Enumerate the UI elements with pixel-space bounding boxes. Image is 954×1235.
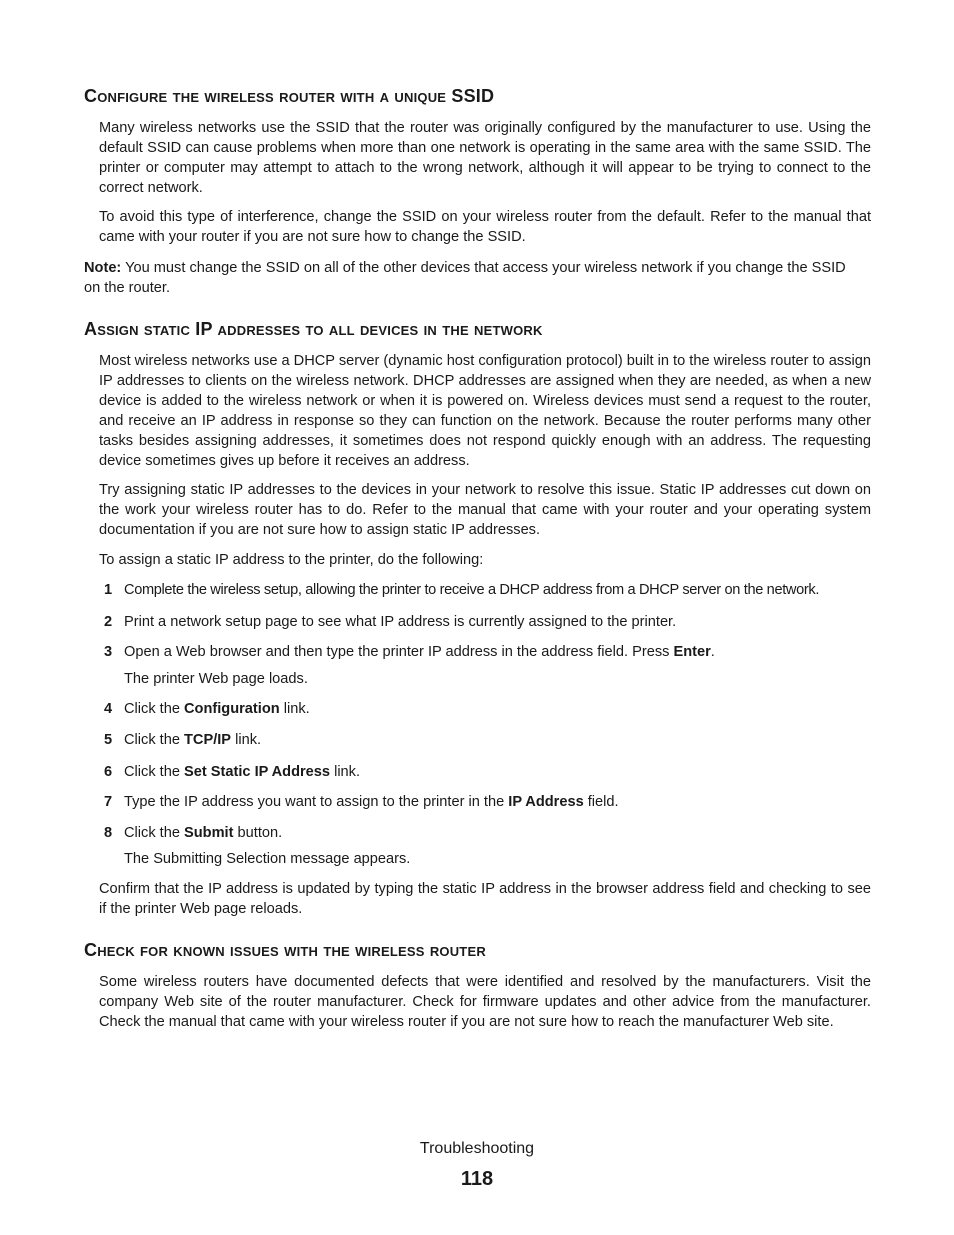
section-heading-ssid: Configure the wireless router with a unique SSID — [84, 86, 495, 106]
ui-term: IP Address — [508, 794, 584, 810]
paragraph: Many wireless networks use the SSID that the router was originally configured by the manufacturer to use. Using the default SSID can cause problems when more than one network is operating in the same area with the same SSID. The printer or computer may attempt to attach to the wrong network, although it will appear to be trying to connect to the correct network. — [99, 120, 871, 196]
step-result: The printer Web page loads. — [124, 671, 308, 687]
step-number: 3 — [104, 644, 113, 660]
step-result: The Submitting Selection message appears. — [124, 851, 411, 867]
step-number: 5 — [104, 732, 113, 748]
section-heading-static-ip: Assign static IP addresses to all devices in the network — [84, 319, 543, 339]
step-text: Click the Configuration link. — [124, 701, 310, 717]
step-number: 2 — [104, 614, 113, 630]
step-number: 7 — [104, 794, 113, 810]
paragraph: Most wireless networks use a DHCP server (dynamic host configuration protocol) built in to the wireless router to assign IP addresses to clients on the wireless network. DHCP addresses are assigned when they are needed, as when a new device is added to the wireless network or when it is powered on. Wireless devices must send a request to the router, and receive an IP address in response so they can function on the network. Because the router performs many other tasks besides assigning addresses, it sometimes does not respond quickly enough with an address. The requesting device sometimes gives up before it receives an address. — [99, 353, 871, 469]
step-text: Print a network setup page to see what IP address is currently assigned to the printer. — [124, 614, 677, 630]
step-text: Type the IP address you want to assign to the printer in the IP Address field. — [124, 794, 619, 810]
step-number: 8 — [104, 825, 113, 841]
step-number: 4 — [104, 701, 113, 717]
paragraph: Confirm that the IP address is updated by typing the static IP address in the browser address field and checking to see if the printer Web page reloads. — [99, 881, 871, 917]
step-text: Open a Web browser and then type the printer IP address in the address field. Press Enter. — [124, 644, 715, 660]
ui-term: Submit — [184, 825, 234, 841]
paragraph: Try assigning static IP addresses to the devices in your network to resolve this issue. Static IP addresses cut down on the work your wireless router has to do. Refer to the manual that came with your router and your operating system documentation if you are not sure how to assign static IP addresses. — [99, 482, 871, 538]
ui-term: TCP/IP — [184, 732, 232, 748]
footer-chapter-title: Troubleshooting — [419, 1140, 535, 1157]
note — [84, 258, 864, 298]
step-number: 6 — [104, 764, 113, 780]
note-text: You must change the SSID on all of the other devices that access your wireless network if you change the SSID on the router. — [84, 260, 846, 296]
paragraph: Some wireless routers have documented defects that were identified and resolved by the manufacturers. Visit the company Web site of the router manufacturer. Check for firmware updates and other advice from the manufacturer. Check the manual that came with your wireless router if you are not sure how to reach the manufacturer Web site. — [99, 974, 871, 1030]
step-text: Click the Submit button. — [124, 825, 283, 841]
paragraph: To assign a static IP address to the printer, do the following: — [99, 552, 484, 568]
page-number: 118 — [460, 1168, 494, 1190]
ui-term: Configuration — [184, 701, 280, 717]
step-text: Click the Set Static IP Address link. — [124, 764, 361, 780]
step-text: Click the TCP/IP link. — [124, 732, 262, 748]
step-number: 1 — [104, 582, 113, 598]
ui-term: Set Static IP Address — [184, 764, 331, 780]
note-label: Note: — [84, 260, 122, 276]
step-text: Complete the wireless setup, allowing the printer to receive a DHCP address from a DHCP server on the network. — [124, 582, 820, 598]
paragraph: To avoid this type of interference, change the SSID on your wireless router from the default. Refer to the manual that came with your router if you are not sure how to change the SSID. — [99, 209, 871, 245]
ui-term: Enter — [673, 644, 711, 660]
section-heading-known-issues: Check for known issues with the wireless router — [84, 940, 486, 960]
